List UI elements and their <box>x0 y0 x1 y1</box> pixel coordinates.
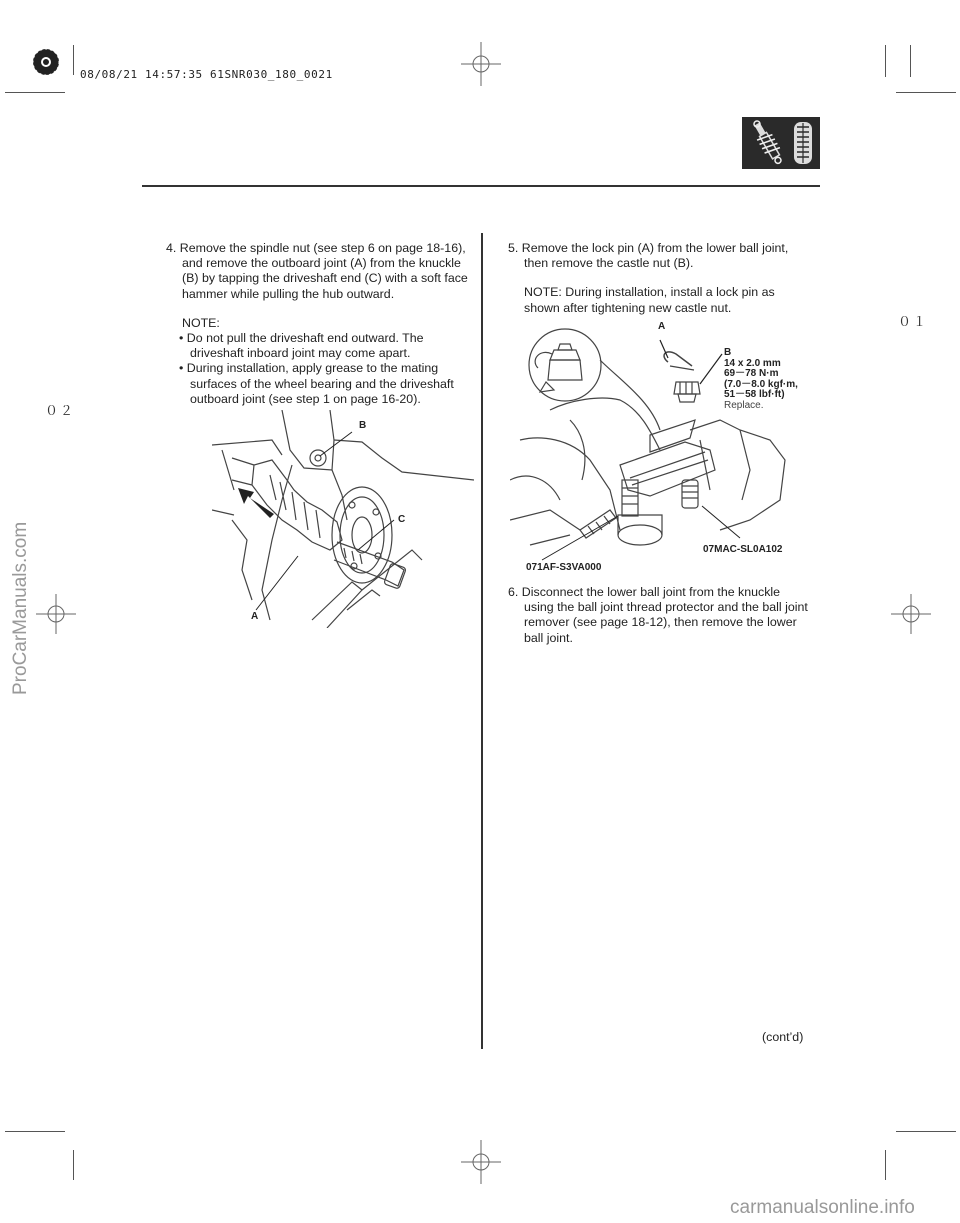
step-4-note-label: NOTE: <box>182 315 220 330</box>
step-5 <box>508 241 808 316</box>
step-6 <box>508 585 808 646</box>
step-6-text: Disconnect the lower ball joint from the knuckle using the ball joint thread protector and the ball joint remover (see page 18-12), then remove the lower ball joint. <box>521 585 808 645</box>
step-4-note-2: • During installation, apply grease to the mating surfaces of the wheel bearing and the driveshaft outboard joint (see step 1 on page 16-20). <box>179 361 454 406</box>
driveshaft-knuckle-illustration <box>212 410 474 628</box>
header-rule <box>142 185 820 187</box>
figure-right-label-a: A <box>658 321 666 332</box>
step-4 <box>166 241 472 407</box>
step-5-number: 5. <box>508 241 519 255</box>
crosshair-top-icon <box>461 42 501 86</box>
column-divider <box>481 233 483 1049</box>
tool-label-remover: 07MAC-SL0A102 <box>703 544 783 555</box>
spec-line-2: 69－78 N·m <box>724 368 779 379</box>
crosshair-bottom-icon <box>461 1140 501 1184</box>
margin-code-left: ０２ <box>45 404 76 419</box>
section-icon-box <box>742 117 820 169</box>
step-4-note-1: • Do not pull the driveshaft end outward. The driveshaft inboard joint may come apart. <box>179 331 424 361</box>
step-6-number: 6. <box>508 585 519 599</box>
step-4-number: 4. <box>166 241 177 255</box>
registration-target-icon <box>27 43 65 81</box>
spec-line-4: 51－58 lbf·ft) <box>724 389 785 400</box>
spec-line-3: (7.0－8.0 kgf·m, <box>724 378 798 390</box>
watermark-bottom: carmanualsonline.info <box>730 1197 915 1218</box>
spec-replace: Replace. <box>724 399 764 411</box>
figure-right-label-b: B <box>724 347 732 358</box>
figure-left-label-c: C <box>398 514 406 525</box>
torque-spec <box>724 348 798 411</box>
print-stamp: 08/08/21 14:57:35 61SNR030_180_0021 <box>80 68 333 81</box>
tool-label-protector: 071AF-S3VA000 <box>526 562 602 573</box>
margin-code-right: ０１ <box>898 315 929 330</box>
step-5-text: Remove the lock pin (A) from the lower ball joint, then remove the castle nut (B). <box>521 241 789 271</box>
step-4-text: Remove the spindle nut (see step 6 on page 18-16), and remove the outboard joint (A) from the knuckle (B) by tapping the driveshaft end (C) with a soft face hammer while pulling the hub outward. <box>179 241 468 301</box>
figure-left-label-b: B <box>359 420 367 431</box>
step-5-note: NOTE: During installation, install a lock pin as shown after tightening new castle nut. <box>524 285 775 315</box>
spec-line-1: 14 x 2.0 mm <box>724 357 781 369</box>
watermark-left: ProCarManuals.com <box>10 521 31 695</box>
continued-label: (cont’d) <box>762 1030 804 1044</box>
suspension-icon <box>742 117 820 169</box>
figure-left-label-a: A <box>251 611 259 622</box>
crosshair-right-icon <box>891 594 931 634</box>
crosshair-left-icon <box>36 594 76 634</box>
